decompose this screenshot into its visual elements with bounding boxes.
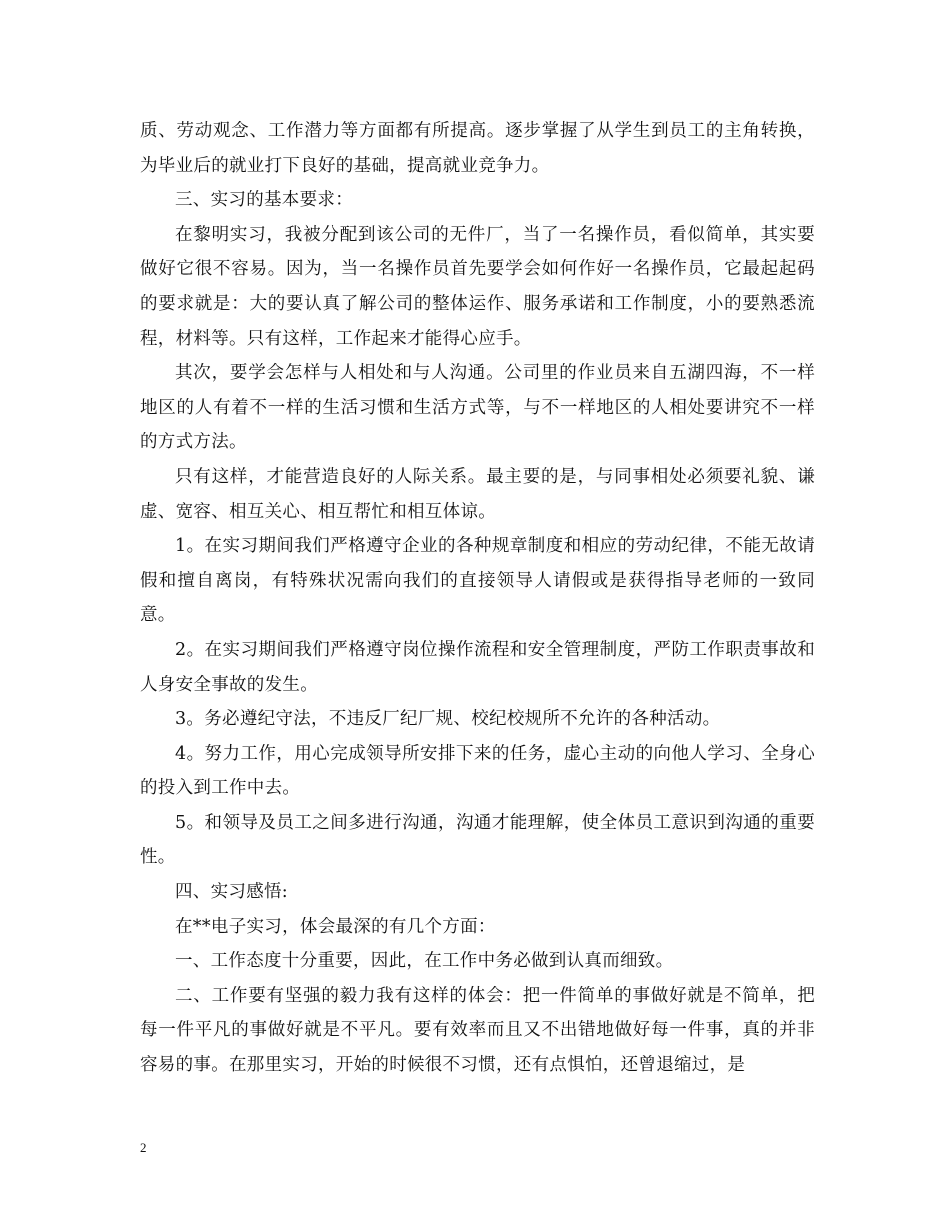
list-item-5: 5。和领导及员工之间多进行沟通，沟通才能理解，使全体员工意识到沟通的重要性。	[140, 812, 815, 868]
paragraph-intro-continued: 质、劳动观念、工作潜力等方面都有所提高。逐步掌握了从学生到员工的主角转换，为毕业后的就业打下良好的基础，提高就业竞争力。	[140, 121, 815, 176]
list-item-3: 3。务必遵纪守法，不违反厂纪厂规、校纪校规所不允许的各种活动。	[175, 709, 721, 730]
list-item-2: 2。在实习期间我们严格遵守岗位操作流程和安全管理制度，严防工作职责事故和人身安全事故的发生。	[140, 639, 815, 695]
section-heading-basic-requirements: 三、实习的基本要求：	[175, 190, 353, 211]
section-heading-insights: 四、实习感悟:	[175, 882, 288, 903]
paragraph-insight-2: 二、工作要有坚强的毅力我有这样的体会：把一件简单的事做好就是不简单，把每一件平凡的事做好就是不平凡。要有效率而且又不出错地做好每一件事，真的并非容易的事。在那里实习，开始的时候很不习惯，还有点惧怕，还曾退缩过，是	[140, 985, 815, 1076]
list-item-1: 1。在实习期间我们严格遵守企业的各种规章制度和相应的劳动纪律，不能无故请假和擅自离岗，有特殊状况需向我们的直接领导人请假或是获得指导老师的一致同意。	[140, 536, 815, 626]
list-item-4: 4。努力工作，用心完成领导所安排下来的任务，虚心主动的向他人学习、全身心的投入到工作中去。	[140, 743, 815, 799]
paragraph-insight-1: 一、工作态度十分重要，因此，在工作中务必做到认真而细致。	[175, 951, 674, 972]
paragraph-communication: 其次，要学会怎样与人相处和与人沟通。公司里的作业员来自五湖四海，不一样地区的人有着不一样的生活习惯和生活方式等，与不一样地区的人相处要讲究不一样的方式方法。	[140, 363, 815, 453]
page-number: 2	[140, 1140, 147, 1155]
paragraph-operator-role: 在黎明实习，我被分配到该公司的无件厂，当了一名操作员，看似简单，其实要做好它很不容易。因为，当一名操作员首先要学会如何作好一名操作员，它最起起码的要求就是：大的要认真了解公司的整体运作、服务承诺和工作制度，小的要熟悉流程，材料等。只有这样，工作起来才能得心应手。	[140, 224, 815, 349]
paragraph-relationships: 只有这样，才能营造良好的人际关系。最主要的是，与同事相处必须要礼貌、谦虚、宽容、相互关心、相互帮忙和相互体谅。	[140, 466, 815, 522]
paragraph-insights-intro: 在**电子实习，体会最深的有几个方面：	[175, 916, 496, 937]
document-body	[140, 114, 815, 1083]
